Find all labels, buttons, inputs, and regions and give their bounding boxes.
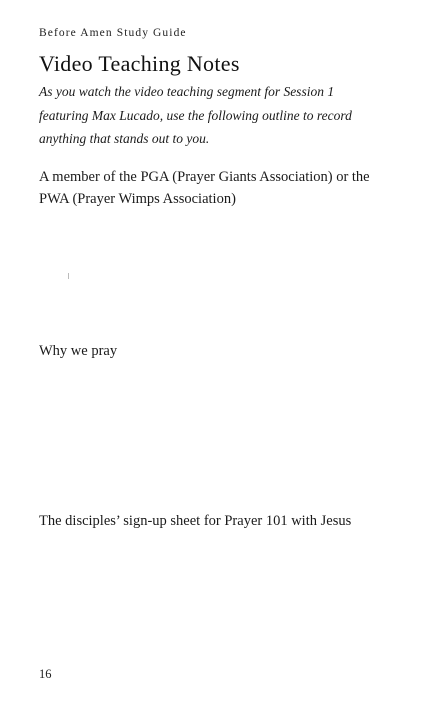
section-intro: As you watch the video teaching segment for Session 1 featuring Max Lucado, use the following outline to record anything that stands out to you. <box>39 84 352 146</box>
print-speck <box>68 273 69 279</box>
outline-prompt: The disciples’ sign-up sheet for Prayer 101 with Jesus <box>39 513 352 529</box>
outline-prompt: A member of the PGA (Prayer Giants Association) or the PWA (Prayer Wimps Association) <box>39 169 370 207</box>
section-title: Video Teaching Notes <box>39 51 240 76</box>
outline-prompt: Why we pray <box>39 343 118 359</box>
running-head: Before Amen Study Guide <box>39 27 187 39</box>
page-number: 16 <box>39 667 52 681</box>
